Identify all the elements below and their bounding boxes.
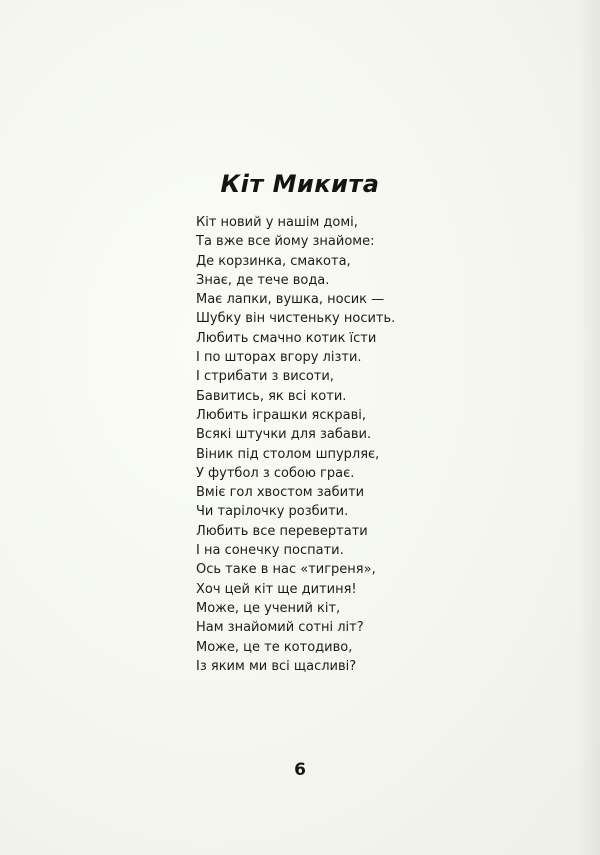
poem-line: Шубку він чистеньку носить. — [196, 311, 396, 327]
poem-line: Любить іграшки яскраві, — [196, 407, 366, 423]
poem-line: Нам знайомий сотні літ? — [196, 620, 364, 636]
poem-line: І на сонечку поспати. — [196, 543, 344, 559]
poem-line: Має лапки, вушка, носик — — [196, 292, 385, 308]
poem-line: Де корзинка, смакота, — [196, 253, 351, 269]
poem-line: Ось таке в нас «тигреня», — [196, 562, 376, 578]
poem-line: Чи тарілочку розбити. — [196, 504, 349, 520]
poem-line: І стрибати з висоти, — [196, 369, 334, 385]
poem-line: І по шторах вгору лізти. — [196, 350, 362, 366]
poem-line: Знає, де тече вода. — [196, 272, 330, 288]
poem-line: Та вже все йому знайоме: — [196, 234, 375, 250]
poem-line: Любить смачно котик їсти — [196, 330, 377, 346]
poem-line: Бавитись, як всі коти. — [196, 388, 347, 404]
poem-line: Може, це учений кіт, — [196, 600, 341, 616]
poem-line: У футбол з собою грає. — [196, 465, 355, 481]
poem-line: Хоч цей кіт ще дитиня! — [196, 581, 357, 597]
poem-line: Із яким ми всі щасливі? — [196, 658, 357, 674]
poem-line: Віник під столом шпурляє, — [196, 446, 380, 462]
poem-line: Вміє гол хвостом забити — [196, 485, 365, 501]
poem-body — [196, 213, 456, 676]
poem-line: Може, це те котодиво, — [196, 639, 353, 655]
page-edge-shadow — [578, 0, 600, 855]
poem-line: Всякі штучки для забави. — [196, 427, 372, 443]
page-number: 6 — [294, 760, 306, 780]
poem-title: Кіт Микита — [220, 170, 380, 198]
poem-line: Кіт новий у нашім домі, — [196, 215, 358, 230]
poem-line: Любить все перевертати — [196, 523, 368, 539]
